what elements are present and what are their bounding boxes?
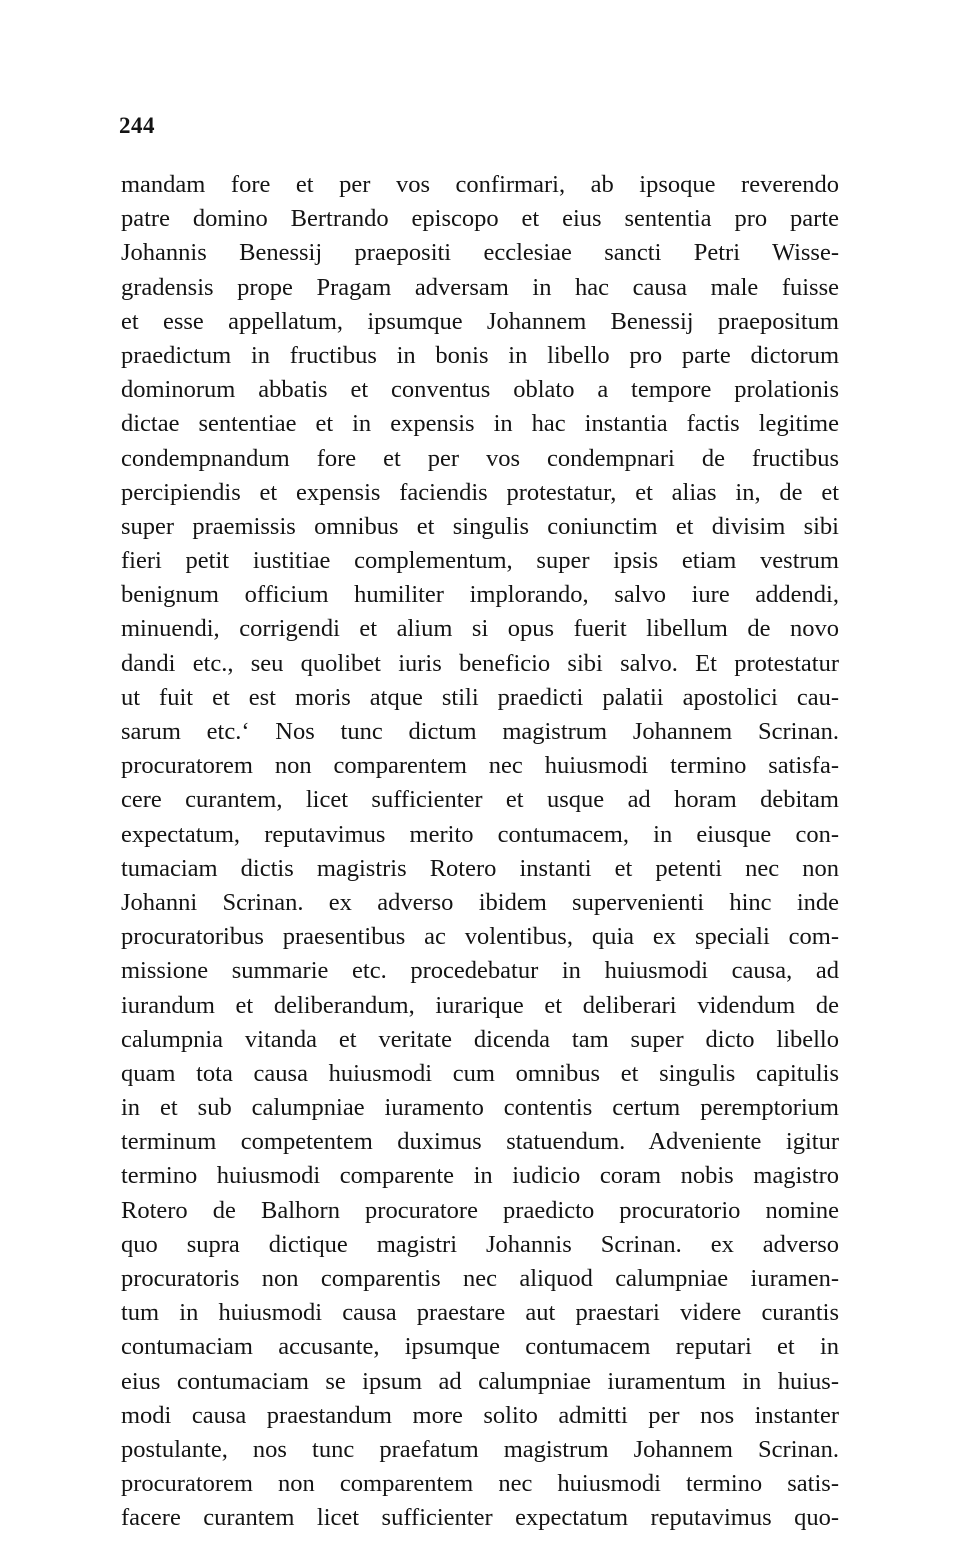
text-line: procuratorem non comparentem nec huiusmodi termino satisfa- — [121, 752, 839, 780]
text-line: dictae sententiae et in expensis in hac instantia factis legitime — [121, 410, 839, 438]
text-line: iurandum et deliberandum, iurarique et deliberari videndum de — [121, 991, 839, 1019]
text-line: in et sub calumpniae iuramento contentis certum peremptorium — [121, 1094, 839, 1122]
text-line: patre domino Bertrando episcopo et eius sententia pro parte — [121, 205, 839, 233]
text-line: benignum officium humiliter implorando, salvo iure addendi, — [121, 581, 839, 609]
text-line: dandi etc., seu quolibet iuris beneficio sibi salvo. Et protestatur — [121, 649, 839, 677]
text-line: modi causa praestandum more solito admitti per nos instanter — [121, 1401, 839, 1429]
text-line: missione summarie etc. procedebatur in huiusmodi causa, ad — [121, 957, 839, 985]
text-line: minuendi, corrigendi et alium si opus fuerit libellum de novo — [121, 615, 839, 643]
text-line: quo supra dictique magistri Johannis Scrinan. ex adverso — [121, 1230, 839, 1258]
text-line: calumpnia vitanda et veritate dicenda tam super dicto libello — [121, 1025, 839, 1053]
text-line: tum in huiusmodi causa praestare aut praestari videre curantis — [121, 1299, 839, 1327]
text-line: facere curantem licet sufficienter expectatum reputavimus quo- — [121, 1504, 839, 1532]
text-line: et esse appellatum, ipsumque Johannem Benessij praepositum — [121, 307, 839, 335]
text-line: tumaciam dictis magistris Rotero instanti et petenti nec non — [121, 854, 839, 882]
text-line: mandam fore et per vos confirmari, ab ipsoque reverendo — [121, 171, 839, 198]
text-line: sarum etc.‘ Nos tunc dictum magistrum Johannem Scrinan. — [121, 718, 839, 745]
page-number: 244 — [119, 113, 155, 138]
text-line: gradensis prope Pragam adversam in hac causa male fuisse — [121, 273, 839, 301]
text-line: expectatum, reputavimus merito contumacem, in eiusque con- — [121, 820, 839, 848]
text-line: contumaciam accusante, ipsumque contumacem reputari et in — [121, 1333, 839, 1361]
text-line: fieri petit iustitiae complementum, super ipsis etiam vestrum — [121, 547, 839, 575]
text-line: quam tota causa huiusmodi cum omnibus et singulis capitulis — [121, 1059, 839, 1087]
text-line: procuratorem non comparentem nec huiusmodi termino satis- — [121, 1470, 839, 1498]
text-line: dominorum abbatis et conventus oblato a tempore prolationis — [121, 376, 839, 404]
text-line: condempnandum fore et per vos condempnari de fructibus — [121, 444, 839, 472]
text-line: Johannis Benessij praepositi ecclesiae sancti Petri Wisse- — [121, 239, 839, 267]
text-line: termino huiusmodi comparente in iudicio coram nobis magistro — [121, 1162, 839, 1190]
text-line: procuratoribus praesentibus ac volentibus, quia ex speciali com- — [121, 923, 839, 951]
text-line: percipiendis et expensis faciendis protestatur, et alias in, de et — [121, 478, 839, 506]
text-line: eius contumaciam se ipsum ad calumpniae iuramentum in huius- — [121, 1367, 839, 1395]
text-line: Johanni Scrinan. ex adverso ibidem supervenienti hinc inde — [121, 888, 839, 916]
text-line: Rotero de Balhorn procuratore praedicto procuratorio nomine — [121, 1196, 839, 1224]
text-line: praedictum in fructibus in bonis in libello pro parte dictorum — [121, 341, 839, 369]
text-line: super praemissis omnibus et singulis coniunctim et divisim sibi — [121, 512, 839, 540]
text-line: terminum competentem duximus statuendum. Adveniente igitur — [121, 1128, 839, 1156]
text-line: procuratoris non comparentis nec aliquod calumpniae iuramen- — [121, 1265, 839, 1292]
body-text — [121, 168, 839, 1536]
text-line: cere curantem, licet sufficienter et usque ad horam debitam — [121, 786, 839, 814]
text-line: ut fuit et est moris atque stili praedicti palatii apostolici cau- — [121, 683, 839, 711]
text-line: postulante, nos tunc praefatum magistrum Johannem Scrinan. — [121, 1435, 839, 1463]
